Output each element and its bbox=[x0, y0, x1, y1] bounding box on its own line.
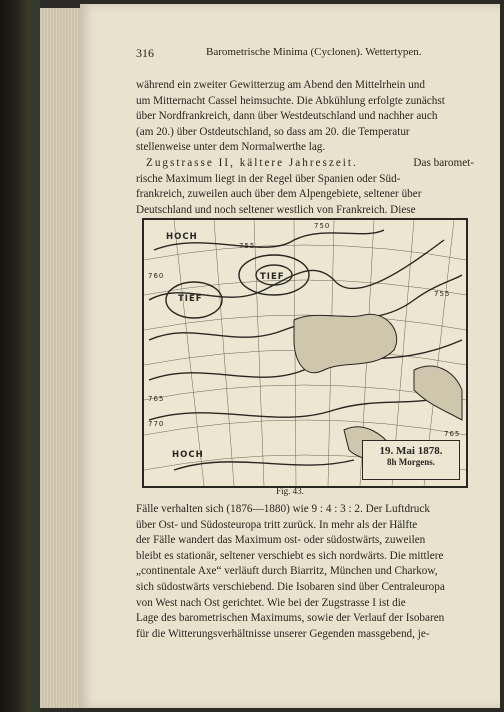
text-line: Lage des barometrischen Maximums, sowie der Verlauf der Isobaren bbox=[136, 612, 445, 625]
text-line: bleibt es stationär, seltener verschiebt es sich nordwärts. Die mittlere bbox=[136, 549, 444, 562]
book-spine-edge bbox=[0, 0, 40, 712]
section-first-line bbox=[136, 156, 474, 172]
text-line: Fälle verhalten sich (1876—1880) wie 9 : 4 : 3 : 2. Der Luftdruck bbox=[136, 503, 430, 515]
map-label-hoch-nw: HOCH bbox=[166, 232, 198, 242]
text-line: rische Maximum liegt in der Regel über Spanien oder Süd- bbox=[136, 172, 401, 185]
text-line: für die Witterungsverhältnisse unserer Gegenden massgebend, je- bbox=[136, 627, 430, 640]
text-line: Deutschland und noch seltener westlich von Frankreich. Diese bbox=[136, 203, 416, 216]
page-number: 316 bbox=[136, 46, 154, 60]
text-line: von West nach Ost gerichtet. Wie bei der Zugstrasse I ist die bbox=[136, 596, 406, 609]
isobar-label: 765 bbox=[444, 430, 461, 438]
text-line: über Ost- und Südosteuropa tritt zurück. In mehr als der Hälfte bbox=[136, 518, 418, 531]
map-caption-time: 8h Morgens. bbox=[387, 457, 435, 467]
bottom-paragraph bbox=[136, 502, 474, 642]
top-paragraph bbox=[136, 78, 474, 218]
isobar-label: 750 bbox=[314, 222, 331, 230]
text-line: während ein zweiter Gewitterzug am Abend den Mittelrhein und bbox=[136, 79, 425, 91]
text-line: „continentale Axe“ verläuft durch Biarritz, München und Charkow, bbox=[136, 565, 438, 578]
isobar-label: 765 bbox=[148, 395, 165, 403]
text-line: sich südostwärts verschiebend. Die Isobaren sind über Centraleuropa bbox=[136, 580, 445, 593]
figure-label: Fig. 43. bbox=[276, 486, 304, 496]
text-line: der Fälle wandert das Maximum ost- oder südostwärts, zuweilen bbox=[136, 534, 426, 547]
weather-map bbox=[142, 218, 468, 488]
coastlines bbox=[294, 314, 462, 459]
book-page bbox=[80, 4, 500, 708]
text-line: um Mitternacht Cassel heimsuchte. Die Abkühlung erfolgte zunächst bbox=[136, 94, 445, 107]
isobar-label: 760 bbox=[148, 272, 165, 280]
isobar-label: 755 bbox=[434, 290, 451, 298]
text-line: über Nordfrankreich, dann über Westdeutschland und nachher auch bbox=[136, 110, 438, 123]
map-label-tief-2: TIEF bbox=[178, 294, 203, 304]
text-line: frankreich, zuweilen auch über dem Alpengebiete, seltener über bbox=[136, 188, 422, 201]
map-label-tief-1: TIEF bbox=[260, 272, 285, 282]
isobar-label: 770 bbox=[148, 420, 165, 428]
map-caption-date: 19. Mai 1878. bbox=[379, 445, 443, 457]
section-line-start: Das baromet- bbox=[413, 156, 474, 169]
running-title: Barometrische Minima (Cyclonen). Wettertypen. bbox=[206, 46, 422, 58]
text-line: (am 20.) über Ostdeutschland, so dass am 20. die Temperatur bbox=[136, 125, 410, 138]
map-label-hoch-sw: HOCH bbox=[172, 450, 204, 460]
text-line: stellenweise unter dem Normalwerthe lag. bbox=[136, 141, 326, 154]
section-heading: Zugstrasse II, kältere Jahreszeit. bbox=[146, 156, 358, 169]
map-caption-box bbox=[362, 440, 460, 480]
isobar-label: 755 bbox=[239, 242, 256, 250]
